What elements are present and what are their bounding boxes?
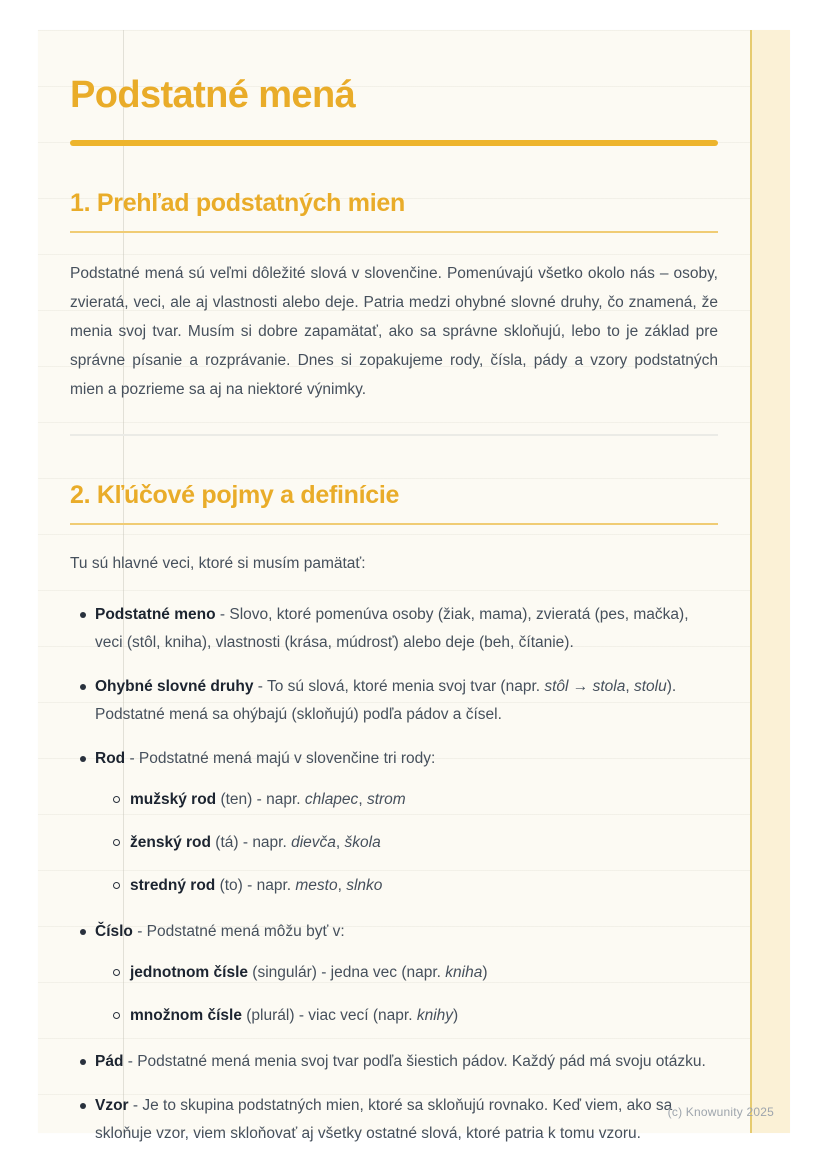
term-bold: Rod (95, 749, 126, 767)
text-run: - Je to skupina podstatných mien, ktoré sa skloňujú rovnako. Keď viem, ako sa skloňuje vzor, viem skloňovať aj všetky ostatné slová, ktoré patria k tomu vzoru. (95, 1096, 673, 1142)
text-run: , (335, 833, 345, 851)
circle-bullet-icon (113, 1012, 120, 1019)
bullet-icon (80, 684, 86, 690)
circle-bullet-icon (113, 839, 120, 846)
circle-bullet-icon (113, 796, 120, 803)
text-run: ) (482, 963, 488, 981)
bullet-icon (80, 612, 86, 618)
page-content (38, 30, 790, 1148)
example-italic: škola (344, 833, 381, 851)
sub-list-item (113, 872, 718, 900)
sub-list-item (113, 1002, 718, 1030)
circle-bullet-icon (113, 969, 120, 976)
term-bold: Podstatné meno (95, 605, 216, 623)
sub-list-item-text (130, 829, 718, 857)
example-italic: strom (366, 790, 406, 808)
sub-list-item-text (130, 959, 718, 987)
term-bold: Číslo (95, 922, 133, 940)
example-italic: stolu (634, 677, 667, 695)
section-divider (70, 434, 718, 436)
text-run: - To sú slová, ktoré menia svoj tvar (napr. (253, 677, 545, 695)
term-bold: Vzor (95, 1096, 129, 1114)
key-terms-intro: Tu sú hlavné veci, ktoré si musím pamätať: (70, 554, 366, 572)
section-2-underline (70, 523, 718, 525)
term-bold: Pád (95, 1052, 124, 1070)
text-run: (singulár) - jedna vec (napr. (248, 963, 446, 981)
note-page-sheet (38, 30, 790, 1142)
term-bold: ženský rod (130, 833, 211, 851)
text-run: (plurál) - viac vecí (napr. (241, 1006, 417, 1024)
text-run: → (568, 677, 593, 695)
text-run: ) (453, 1006, 459, 1024)
sub-list-item (113, 786, 718, 814)
list-item-text (95, 1048, 718, 1076)
list-item (70, 1048, 718, 1076)
section-1-paragraph: Podstatné mená sú veľmi dôležité slová v slovenčine. Pomenúvajú všetko okolo nás – osoby, zvieratá, veci, ale aj vlastnosti alebo deje. Patria medzi ohybné slovné druhy, čo znamená, že menia svoj tvar. Musím si dobre zapamätať, ako sa správne skloňujú, lebo to je základ pre správne písanie a rozprávanie. Dnes si zopakujeme rody, čísla, pády a vzory podstatných mien a pozrieme sa aj na niektoré výnimky. (70, 264, 718, 398)
text-run: , (358, 790, 367, 808)
text-run: , (625, 677, 634, 695)
sub-list-item-text (130, 872, 718, 900)
section-2-heading: 2. Kľúčové pojmy a definície (70, 480, 400, 509)
sub-list (95, 959, 718, 1030)
section-1-heading: 1. Prehľad podstatných mien (70, 188, 405, 217)
list-item-text (95, 745, 718, 902)
sub-list-item-text (130, 786, 718, 814)
text-run: - Podstatné mená menia svoj tvar podľa šiestich pádov. Každý pád má svoju otázku. (123, 1052, 706, 1070)
list-item-text (95, 918, 718, 1032)
text-run: , (337, 876, 347, 894)
text-run: (tá) - napr. (210, 833, 292, 851)
term-bold: Ohybné slovné druhy (95, 677, 254, 695)
sub-list-item-text (130, 1002, 718, 1030)
list-item-text (95, 601, 718, 657)
text-run: - Podstatné mená majú v slovenčine tri rody: (125, 749, 436, 767)
title-underline (70, 140, 718, 146)
term-bold: jednotnom čísle (130, 963, 248, 981)
bullet-icon (80, 929, 86, 935)
sub-list-item (113, 959, 718, 987)
term-bold: množnom čísle (130, 1006, 242, 1024)
example-italic: slnko (346, 876, 383, 894)
key-terms-list (70, 601, 718, 1148)
list-item (70, 918, 718, 1032)
example-italic: knihy (416, 1006, 454, 1024)
list-item (70, 745, 718, 902)
circle-bullet-icon (113, 882, 120, 889)
text-run: ). Podstatné mená sa ohýbajú (skloňujú) podľa pádov a čísel. (95, 677, 677, 723)
example-italic: chlapec (304, 790, 359, 808)
bullet-icon (80, 756, 86, 762)
example-italic: stôl (544, 677, 569, 695)
example-italic: mesto (295, 876, 338, 894)
sub-list-item (113, 829, 718, 857)
text-run: (to) - napr. (215, 876, 296, 894)
sub-list (95, 786, 718, 900)
text-run: - Slovo, ktoré pomenúva osoby (žiak, mama), zvieratá (pes, mačka), veci (stôl, kniha), vlastnosti (krása, múdrosť) alebo deje (beh, čítanie). (95, 605, 689, 651)
page-title: Podstatné mená (70, 74, 356, 116)
footer-credit: (c) Knowunity 2025 (667, 1105, 774, 1119)
example-italic: stola (592, 677, 626, 695)
list-item-text (95, 673, 718, 729)
example-italic: dievča (291, 833, 336, 851)
list-item (70, 673, 718, 729)
term-bold: mužský rod (130, 790, 217, 808)
list-item (70, 601, 718, 657)
list-item-text (95, 1092, 718, 1148)
text-run: - Podstatné mená môžu byť v: (132, 922, 345, 940)
list-item (70, 1092, 718, 1148)
term-bold: stredný rod (130, 876, 216, 894)
example-italic: kniha (445, 963, 483, 981)
bullet-icon (80, 1059, 86, 1065)
section-1-underline (70, 231, 718, 233)
bullet-icon (80, 1103, 86, 1109)
text-run: (ten) - napr. (216, 790, 305, 808)
